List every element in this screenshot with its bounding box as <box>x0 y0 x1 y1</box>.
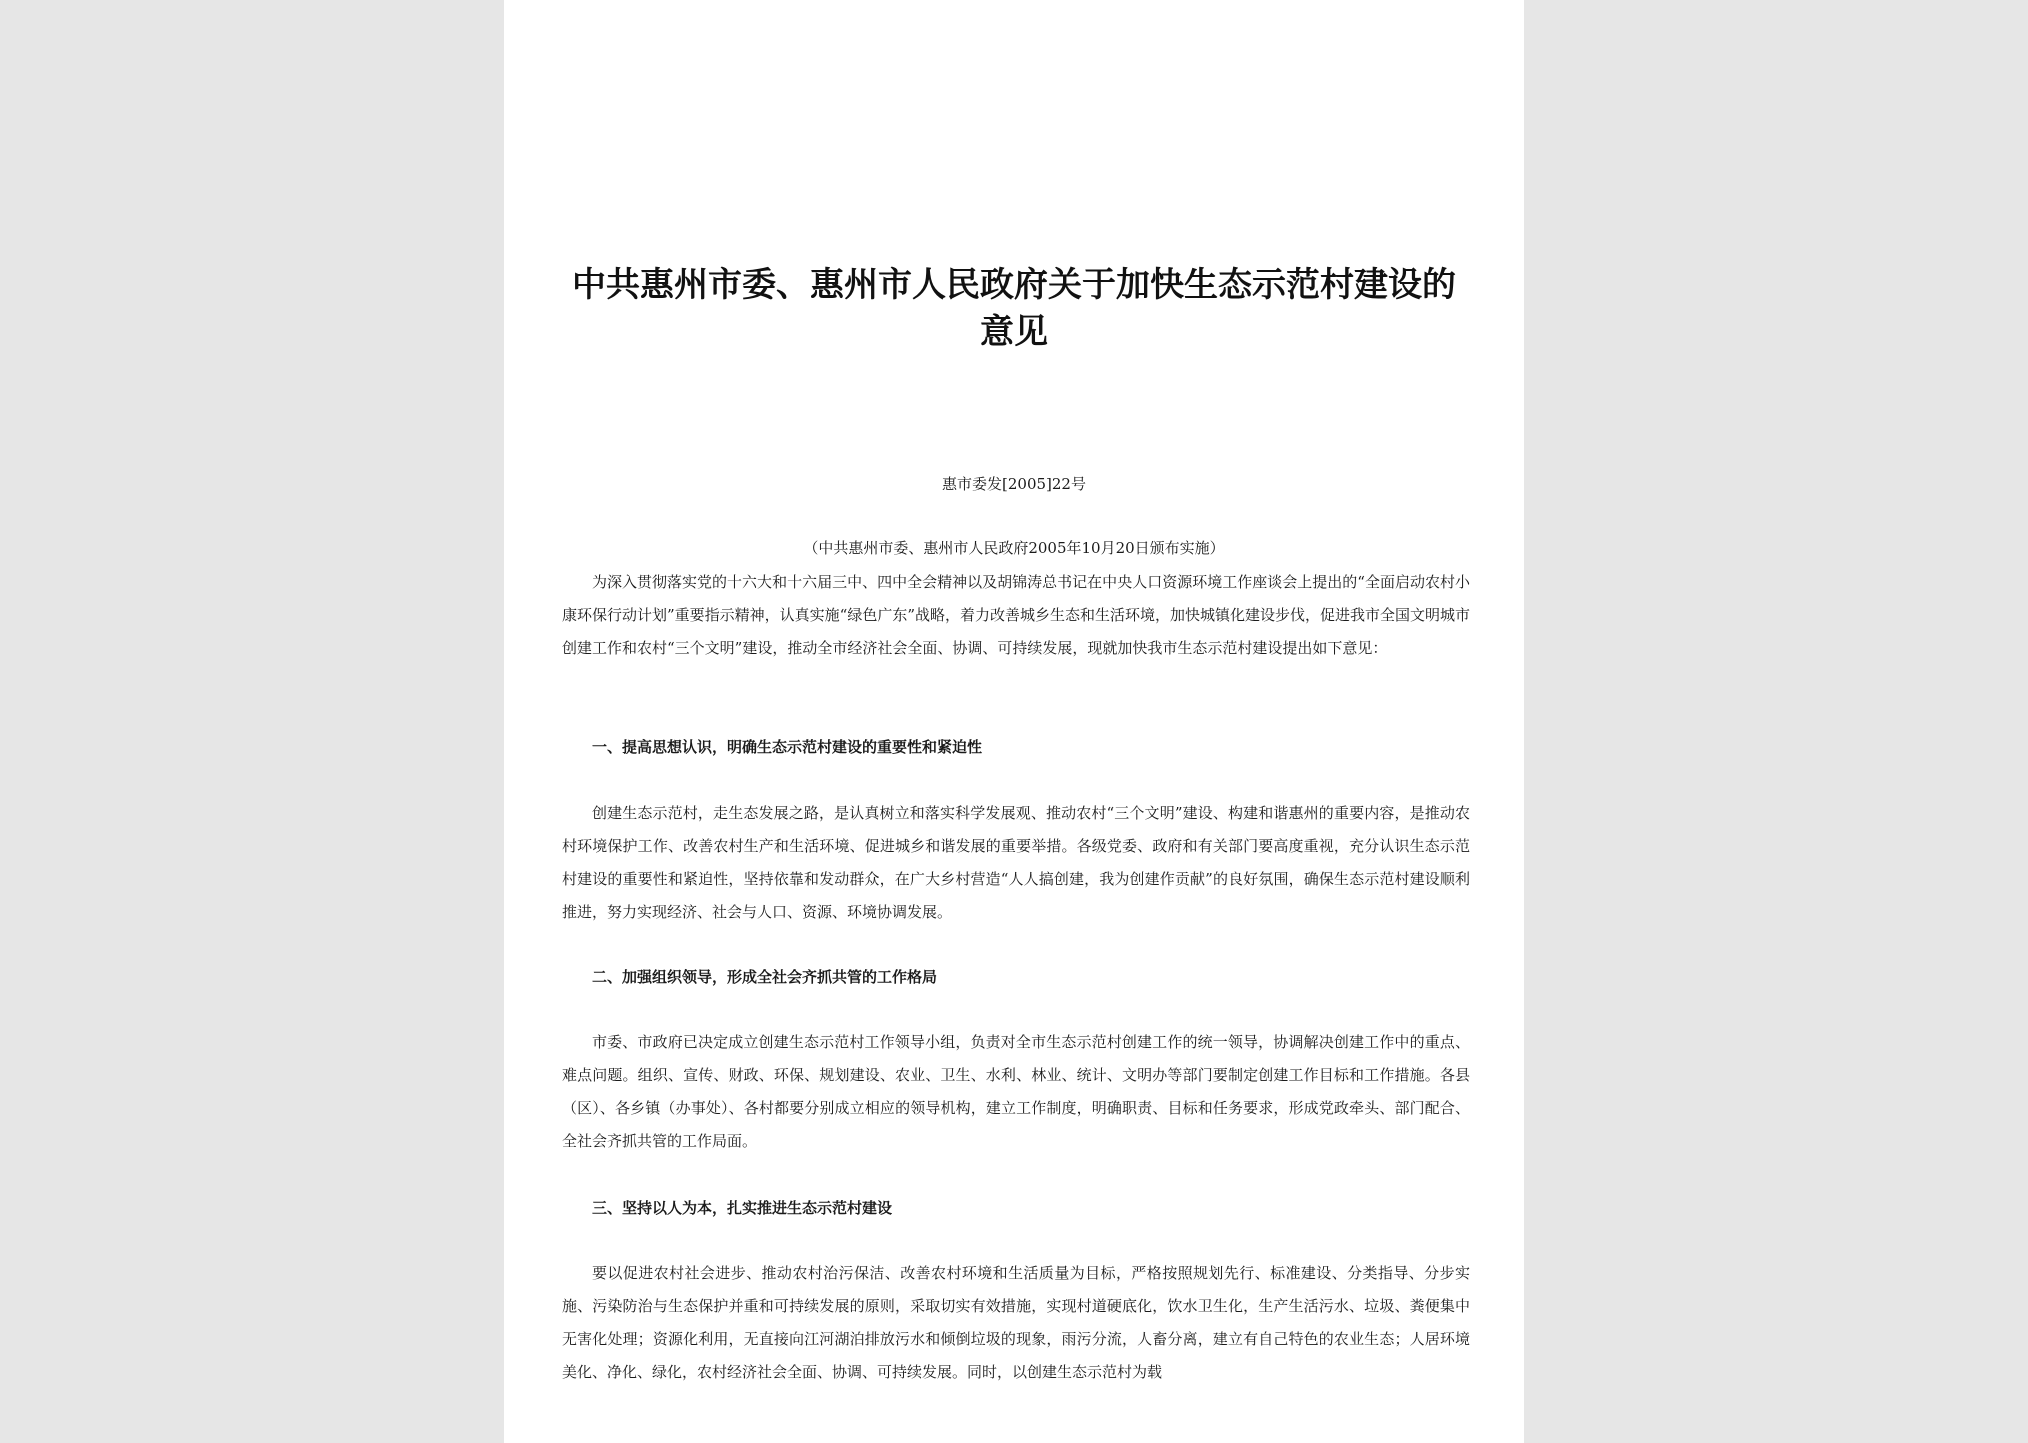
issued-note: （中共惠州市委、惠州市人民政府2005年10月20日颁布实施） <box>803 539 1225 557</box>
section-3-heading: 三、坚持以人为本，扎实推进生态示范村建设 <box>592 1199 893 1217</box>
section-2-heading: 二、加强组织领导，形成全社会齐抓共管的工作格局 <box>592 968 938 986</box>
document-page <box>504 0 1524 1443</box>
document-number: 惠市委发[2005]22号 <box>942 475 1086 493</box>
section-1-body: 创建生态示范村，走生态发展之路，是认真树立和落实科学发展观、推动农村“三个文明”建设、构建和谐惠州的重要内容，是推动农村环境保护工作、改善农村生产和生活环境、促进城乡和谐发展的重要举措。各级党委、政府和有关部门要高度重视，充分认识生态示范村建设的重要性和紧迫性，坚持依靠和发动群众，在广大乡村营造“人人搞创建，我为创建作贡献”的良好氛围，确保生态示范村建设顺利推进，努力实现经济、社会与人口、资源、环境协调发展。 <box>562 804 1470 921</box>
section-1-heading: 一、提高思想认识，明确生态示范村建设的重要性和紧迫性 <box>592 738 983 756</box>
section-2-body: 市委、市政府已决定成立创建生态示范村工作领导小组，负责对全市生态示范村创建工作的统一领导，协调解决创建工作中的重点、难点问题。组织、宣传、财政、环保、规划建设、农业、卫生、水利、林业、统计、文明办等部门要制定创建工作目标和工作措施。各县（区）、各乡镇（办事处）、各村都要分别成立相应的领导机构，建立工作制度，明确职责、目标和任务要求，形成党政牵头、部门配合、全社会齐抓共管的工作局面。 <box>562 1033 1470 1150</box>
intro-paragraph: 为深入贯彻落实党的十六大和十六届三中、四中全会精神以及胡锦涛总书记在中央人口资源环境工作座谈会上提出的“全面启动农村小康环保行动计划”重要指示精神，认真实施“绿色广东”战略，着力改善城乡生态和生活环境，加快城镇化建设步伐，促进我市全国文明城市创建工作和农村“三个文明”建设，推动全市经济社会全面、协调、可持续发展，现就加快我市生态示范村建设提出如下意见： <box>562 573 1471 657</box>
section-3-body: 要以促进农村社会进步、推动农村治污保洁、改善农村环境和生活质量为目标，严格按照规划先行、标准建设、分类指导、分步实施、污染防治与生态保护并重和可持续发展的原则，采取切实有效措施，实现村道硬底化，饮水卫生化，生产生活污水、垃圾、粪便集中无害化处理；资源化利用，无直接向江河湖泊排放污水和倾倒垃圾的现象，雨污分流，人畜分离，建立有自己特色的农业生态；人居环境美化、净化、绿化，农村经济社会全面、协调、可持续发展。同时，以创建生态示范村为载 <box>562 1264 1470 1381</box>
document-title: 中共惠州市委、惠州市人民政府关于加快生态示范村建设的意见 <box>572 265 1456 352</box>
